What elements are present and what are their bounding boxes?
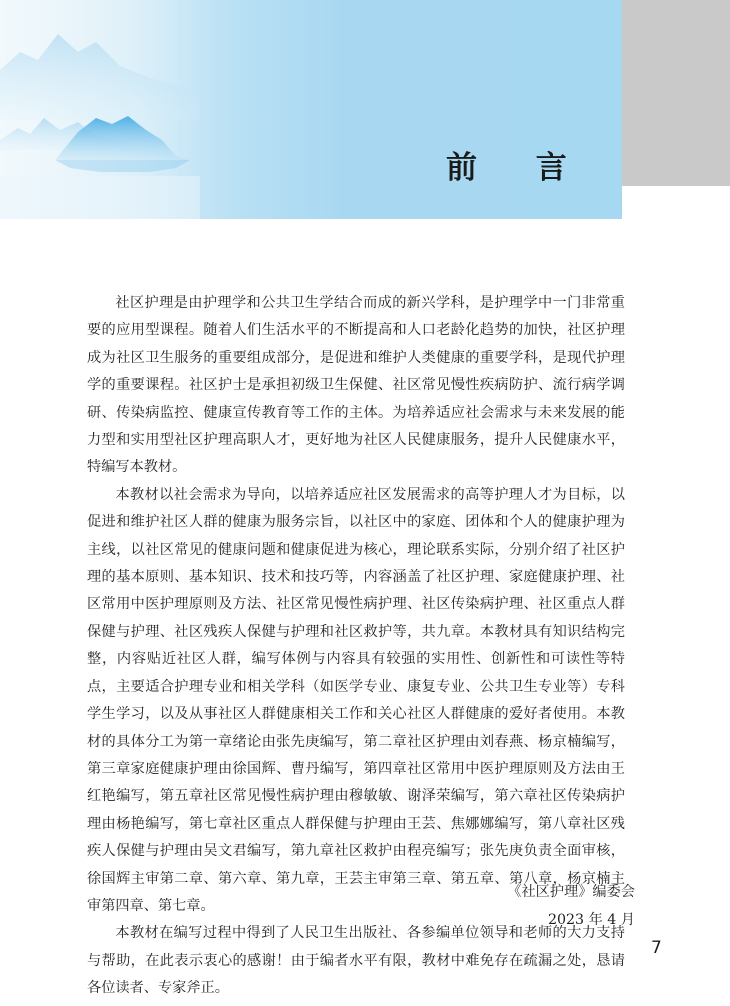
signature-date: 2023 年 4 月	[547, 912, 635, 928]
page-title: 前 言	[446, 150, 591, 186]
page-number: 7	[651, 938, 662, 958]
landscape-illustration	[0, 0, 200, 219]
paragraph: 本教材在编写过程中得到了人民卫生出版社、各参编单位领导和老师的大力支持与帮助，在此表示衷心的感谢！由于编者水平有限，教材中难免存在疏漏之处，恳请各位读者、专家斧正。	[87, 925, 625, 997]
paragraph: 社区护理是由护理学和公共卫生学结合而成的新兴学科，是护理学中一门非常重要的应用型课程。随着人们生活水平的不断提高和人口老龄化趋势的加快，社区护理成为社区卫生服务的重要组成部分，是促进和维护人类健康的重要学科，是现代护理学的重要课程。社区护士是承担初级卫生保健、社区常见慢性疾病防护、流行病学调研、传染病监控、健康宣传教育等工作的主体。为培养适应社会需求与未来发展的能力型和实用型社区护理高职人才，更好地为社区人民健康服务，提升人民健康水平，特编写本教材。	[87, 295, 625, 476]
corner-block	[622, 0, 730, 186]
signature-block	[507, 878, 635, 934]
paragraph: 本教材以社会需求为导向，以培养适应社区发展需求的高等护理人才为目标，以促进和维护社区人群的健康为服务宗旨，以社区中的家庭、团体和个人的健康护理为主线，以社区常见的健康问题和健康促进为核心，理论联系实际，分别介绍了社区护理的基本原则、基本知识、技术和技巧等，内容涵盖了社区护理、家庭健康护理、社区常用中医护理原则及方法、社区常见慢性病护理、社区传染病护理、社区重点人群保健与护理、社区残疾人保健与护理和社区救护等，共九章。本教材具有知识结构完整，内容贴近社区人群，编写体例与内容具有较强的实用性、创新性和可读性等特点，主要适合护理专业和相关学科（如医学专业、康复专业、公共卫生专业等）专科学生学习，以及从事社区人群健康相关工作和关心社区人群健康的爱好者使用。本教材的具体分工为第一章绪论由张先庚编写，第二章社区护理由刘春燕、杨京楠编写，第三章家庭健康护理由徐国辉、曹丹编写，第四章社区常用中医护理原则及方法由王红艳编写，第五章社区常见慢性病护理由穆敏敏、谢泽荣编写，第六章社区传染病护理由杨艳编写，第七章社区重点人群保健与护理由王芸、焦娜娜编写，第八章社区残疾人保健与护理由吴文君编写，第九章社区救护由程亮编写；张先庚负责全面审核，徐国辉主审第二章、第六章、第九章，王芸主审第三章、第五章、第八章，杨京楠主审第四章、第七章。	[87, 486, 625, 914]
signature-author: 《社区护理》编委会	[507, 884, 635, 900]
